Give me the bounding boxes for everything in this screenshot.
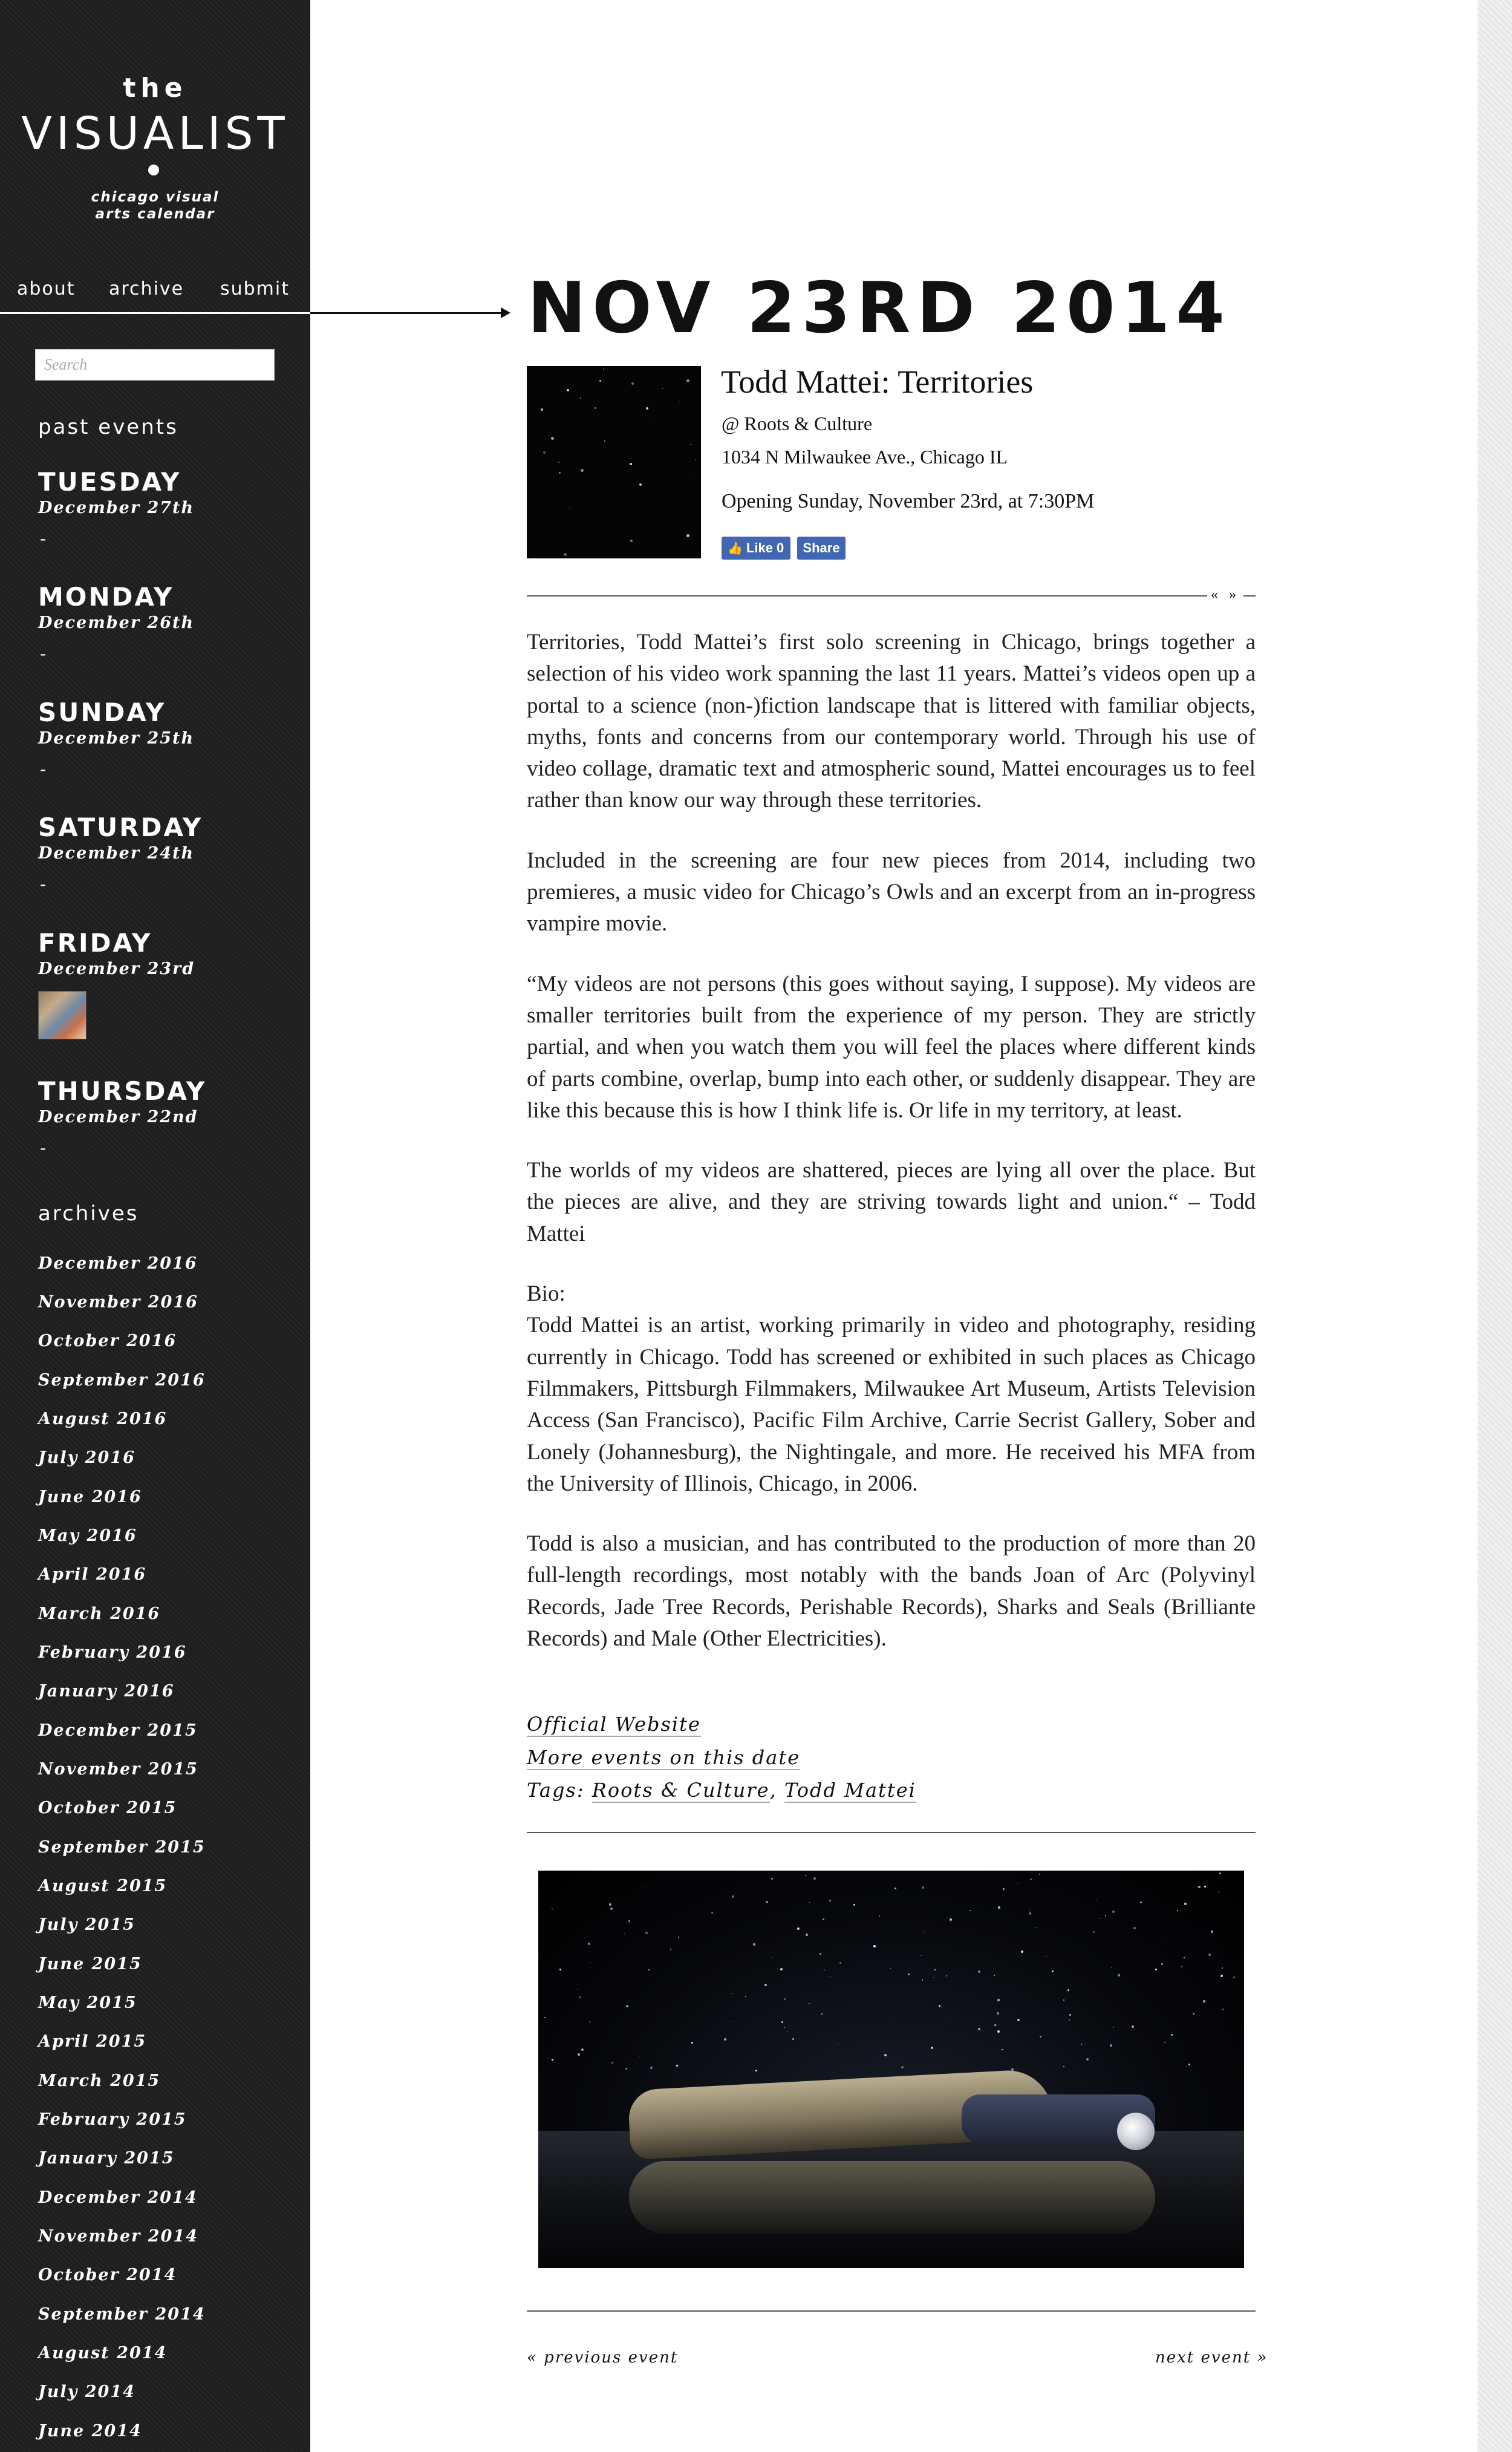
star — [670, 1949, 671, 1950]
star — [581, 469, 584, 472]
archive-link[interactable]: March 2015 — [38, 2071, 161, 2090]
archive-link[interactable]: December 2014 — [38, 2188, 198, 2207]
star — [711, 1912, 713, 1914]
archive-link[interactable]: November 2014 — [38, 2227, 198, 2246]
previous-event-link[interactable]: « previous event — [527, 2349, 679, 2367]
logo-dot — [148, 165, 159, 175]
star — [1021, 1950, 1023, 1953]
star — [829, 1900, 831, 1901]
star — [678, 1937, 679, 1938]
star — [821, 2013, 823, 2015]
star — [609, 1903, 611, 1906]
star — [648, 1969, 650, 1970]
star — [994, 2024, 996, 2026]
bio-paragraph: Todd Mattei is an artist, working primarily in video and photography, residing currently in Chicago. Todd has screened or exhibited in such places as Chicago Filmmakers, Pittsburgh Filmmakers, Milwaukee Art Museum, Artists Television Access (San Francisco), Pacific Film Archive, Carrie Secrist Gallery, Sober and Lonely (Johannesburg), the Nightingale, and more. He received his MFA from the University of Illinois, Chicago, in 2006. — [527, 1313, 1256, 1496]
star — [686, 534, 689, 537]
official-website-row — [527, 1713, 701, 1736]
past-event-date[interactable]: December 22nd — [38, 1108, 198, 1126]
past-event-date[interactable]: December 23rd — [38, 960, 195, 978]
star — [559, 472, 561, 474]
star — [541, 408, 543, 411]
star — [1029, 1912, 1031, 1915]
past-event-marker: - — [40, 874, 47, 894]
archive-link[interactable]: April 2015 — [38, 2032, 147, 2051]
star — [745, 1996, 746, 1997]
star — [567, 389, 569, 391]
star — [604, 440, 605, 442]
archive-link[interactable]: August 2014 — [38, 2344, 168, 2362]
star — [978, 2028, 980, 2030]
star — [1218, 1891, 1219, 1892]
star — [1177, 1910, 1178, 1911]
star — [1113, 2027, 1114, 2028]
archive-link[interactable]: September 2014 — [38, 2305, 206, 2324]
star — [599, 380, 601, 382]
past-event-marker: - — [40, 759, 47, 779]
star — [1111, 1967, 1112, 1968]
star — [978, 1970, 980, 1973]
star — [1184, 1903, 1187, 1905]
archive-link[interactable]: March 2016 — [38, 1604, 161, 1623]
past-event-date[interactable]: December 25th — [38, 729, 195, 748]
event-thumbnail[interactable] — [527, 366, 701, 558]
star — [781, 2021, 783, 2023]
star — [581, 2048, 584, 2051]
star — [552, 1908, 553, 1909]
star — [544, 2017, 546, 2018]
star — [1203, 2000, 1205, 2002]
star — [792, 2038, 794, 2040]
star — [1198, 1886, 1201, 1888]
star — [1161, 1963, 1163, 1965]
star — [564, 553, 567, 556]
star — [823, 1918, 824, 1920]
star — [1204, 1886, 1206, 1888]
music-paragraph: Todd is also a musician, and has contributed to the production of more than 20 full-length recordings, most notably with the bands Joan of Arc (Polyvinyl Records, Jade Tree Records, Perishable Records), Sharks and Seals (Brilliante Records) and Male (Other Electricities). — [527, 1531, 1256, 1652]
past-event-marker: - — [40, 644, 47, 664]
star — [1030, 1878, 1032, 1880]
past-event-day[interactable]: MONDAY — [38, 582, 174, 612]
star — [548, 2058, 549, 2059]
star — [1118, 1974, 1120, 1976]
star — [1029, 1910, 1030, 1911]
past-event-marker: - — [40, 529, 47, 549]
star — [1184, 1957, 1185, 1958]
past-event-day[interactable]: FRIDAY — [38, 928, 152, 958]
main-nav — [0, 278, 310, 302]
archive-link[interactable]: December 2016 — [38, 1254, 198, 1273]
star — [646, 407, 648, 410]
archive-link[interactable]: May 2015 — [38, 1993, 137, 2012]
star — [1132, 2025, 1134, 2028]
star — [1193, 2013, 1194, 2015]
star — [538, 1956, 539, 1957]
archive-link[interactable]: April 2016 — [38, 1565, 147, 1584]
official-website-link[interactable]: Official Website — [527, 1713, 701, 1736]
logo-tagline-line2: arts calendar — [95, 206, 215, 222]
event-venue[interactable]: @ Roots & Culture — [722, 413, 873, 434]
star — [1093, 1931, 1095, 1933]
star — [784, 1998, 786, 2000]
archive-link[interactable]: January 2015 — [38, 2149, 175, 2168]
archive-link[interactable]: February 2016 — [38, 1643, 187, 1662]
star — [1181, 1966, 1182, 1967]
star — [809, 1902, 810, 1903]
star — [579, 1996, 581, 1998]
star — [764, 1984, 767, 1986]
divider — [527, 595, 1256, 597]
description-paragraph: Included in the screening are four new pieces from 2014, including two premieres, a music video for Chicago’s Owls and an excerpt from an in-progress vampire movie. — [527, 848, 1256, 937]
star — [894, 1888, 896, 1889]
star — [1164, 2042, 1165, 2043]
past-event-day[interactable]: SATURDAY — [38, 812, 203, 842]
archive-link[interactable]: May 2016 — [38, 1526, 137, 1545]
image-reflection — [629, 2161, 1155, 2234]
star — [1086, 2058, 1089, 2061]
more-events-row — [527, 1746, 800, 1769]
more-events-link[interactable]: More events on this date — [527, 1746, 801, 1769]
star — [1112, 1911, 1115, 1913]
star — [690, 444, 691, 445]
star — [853, 1904, 855, 1906]
archive-link[interactable]: August 2016 — [38, 1410, 168, 1428]
star — [922, 1886, 924, 1889]
star — [589, 2021, 590, 2022]
star — [1155, 1969, 1157, 1970]
past-events-heading: past events — [38, 415, 178, 439]
star — [998, 1906, 1000, 1909]
star — [777, 1968, 778, 1969]
star — [732, 1895, 734, 1898]
star — [824, 1969, 825, 1970]
arrow-right-icon — [501, 307, 510, 318]
star — [1110, 2044, 1112, 2047]
past-event-day[interactable]: TUESDAY — [38, 467, 181, 497]
description-paragraph: The worlds of my videos are shattered, pieces are lying all over the place. But the pieces are alive, and they are striving towards light and union.“ – Todd Mattei — [527, 1158, 1256, 1246]
star — [1069, 2019, 1070, 2021]
star — [630, 540, 633, 542]
star — [569, 508, 570, 509]
star — [559, 1969, 561, 1970]
past-event-date[interactable]: December 26th — [38, 613, 195, 632]
past-event-date[interactable]: December 24th — [38, 844, 195, 863]
star — [784, 2027, 785, 2028]
event-description — [527, 627, 1256, 1683]
nav-about-link[interactable]: about — [17, 278, 76, 299]
star — [1046, 1956, 1047, 1957]
star — [1233, 1976, 1235, 1978]
star — [766, 1901, 768, 1903]
archive-link[interactable]: July 2014 — [38, 2382, 135, 2401]
star — [946, 1975, 947, 1976]
facebook-like-button[interactable] — [722, 537, 790, 560]
facebook-like-label: Like 0 — [746, 540, 784, 555]
past-event-day[interactable]: THURSDAY — [38, 1076, 207, 1106]
star — [787, 2031, 788, 2032]
star — [1211, 1931, 1213, 1933]
divider — [527, 1832, 1256, 1833]
star — [934, 1969, 936, 1970]
tag-link[interactable]: Todd Mattei — [784, 1779, 916, 1802]
star — [1067, 1989, 1069, 1991]
star — [724, 2038, 726, 2041]
star — [1039, 1874, 1040, 1875]
archive-link[interactable]: September 2015 — [38, 1838, 206, 1857]
star — [686, 379, 689, 382]
star — [901, 2066, 904, 2068]
star — [639, 483, 642, 486]
next-event-link[interactable]: next event » — [1155, 2349, 1268, 2367]
star — [1002, 2049, 1003, 2050]
star — [805, 1875, 806, 1876]
description-paragraph: Territories, Todd Mattei’s first solo screening in Chicago, brings together a selection of his video work spanning the last 11 years. Mattei’s videos open up a portal to a science (non-)fiction landscape that is littered with familiar objects, myths, fonts and concerns from our contemporary world. Through his use of video collage, dramatic text and atmospheric sound, Mattei encourages us to feel rather than know our way through these territories. — [527, 630, 1256, 813]
bio-label: Bio: — [527, 1281, 565, 1307]
archive-link[interactable]: July 2015 — [38, 1915, 135, 1934]
archive-link[interactable]: October 2015 — [38, 1799, 177, 1817]
star — [970, 1910, 971, 1911]
archive-link[interactable]: June 2016 — [38, 1488, 142, 1506]
nav-divider — [0, 312, 310, 314]
star — [879, 1915, 880, 1917]
star — [1222, 2009, 1224, 2010]
star — [577, 1989, 578, 1990]
star — [806, 1934, 808, 1936]
star — [1105, 1915, 1106, 1916]
event-title[interactable]: Todd Mattei: Territories — [721, 364, 1034, 400]
logo-the: the — [123, 73, 187, 103]
star — [610, 1908, 613, 1910]
star — [730, 2021, 731, 2022]
star — [809, 2003, 810, 2004]
nav-archive-link[interactable]: archive — [109, 278, 184, 299]
event-opening: Opening Sunday, November 23rd, at 7:30PM — [722, 490, 1095, 512]
star — [1035, 1927, 1036, 1928]
star — [922, 1980, 923, 1981]
star — [753, 1943, 755, 1946]
star — [771, 1878, 773, 1880]
scrollbar[interactable] — [1478, 0, 1512, 2452]
thumbs-up-icon: 👍 — [728, 542, 743, 555]
star — [939, 2005, 940, 2007]
star — [890, 1968, 891, 1969]
star — [921, 1955, 922, 1956]
description-paragraph: “My videos are not persons (this goes without saying, I suppose). My videos are smaller territories built from the experience of my person. They are strictly partial, and when you watch them you will feel the places where different kinds of parts combine, overlap, bump into each other, or suddenly disappear. They are like this because this is how I think life is. Or life in my territory, at least. — [527, 971, 1256, 1123]
page-date-title: NOV 23RD 2014 — [527, 267, 1231, 349]
star — [1188, 2064, 1190, 2065]
tag-link[interactable]: Roots & Culture — [591, 1779, 770, 1802]
star — [772, 1957, 773, 1958]
facebook-share-button[interactable]: Share — [797, 537, 846, 560]
event-image[interactable] — [538, 1871, 1244, 2268]
star — [676, 2065, 678, 2067]
star — [997, 2012, 999, 2015]
star — [908, 1973, 910, 1975]
star — [933, 1977, 934, 1978]
star — [873, 1945, 876, 1947]
search-input[interactable]: Search — [35, 349, 275, 381]
star — [630, 463, 632, 465]
archive-link[interactable]: July 2016 — [38, 1448, 135, 1467]
star — [590, 1962, 591, 1963]
star — [645, 1932, 648, 1934]
mini-pager[interactable]: « » — [1207, 587, 1243, 603]
past-event-date[interactable]: December 27th — [38, 499, 195, 517]
star — [1208, 1953, 1211, 1956]
star — [588, 1943, 590, 1945]
star — [578, 2053, 580, 2056]
star — [950, 1918, 952, 1921]
sidebar — [0, 0, 310, 2452]
archives-heading: archives — [38, 1201, 139, 1226]
star — [1171, 2034, 1173, 2036]
star — [994, 1975, 995, 1976]
star — [552, 2059, 553, 2061]
star — [839, 1962, 841, 1964]
archive-link[interactable]: December 2015 — [38, 1721, 198, 1740]
tag-separator: , — [769, 1779, 777, 1802]
star — [543, 451, 546, 454]
star — [626, 2005, 628, 2007]
star — [1219, 1872, 1221, 1874]
star — [755, 2070, 757, 2071]
star — [1040, 2036, 1041, 2038]
star — [997, 1999, 1000, 2001]
star — [1063, 1999, 1064, 2001]
star — [1100, 1918, 1101, 1919]
archive-link[interactable]: June 2015 — [38, 1955, 142, 1973]
star — [650, 2067, 653, 2069]
star — [558, 462, 559, 463]
image-orb — [1117, 2113, 1155, 2150]
past-event-day[interactable]: SUNDAY — [38, 698, 166, 727]
star — [691, 2042, 693, 2044]
logo-tagline — [0, 189, 310, 223]
logo-tagline-line1: chicago visual — [91, 189, 220, 205]
star — [662, 388, 663, 389]
star — [595, 407, 596, 409]
archive-link[interactable]: January 2016 — [38, 1682, 175, 1701]
past-event-marker: - — [40, 1138, 47, 1158]
star — [551, 437, 554, 440]
star — [625, 2068, 627, 2070]
nav-submit-link[interactable]: submit — [220, 278, 290, 299]
star — [797, 1927, 800, 1930]
archive-link[interactable]: June 2014 — [38, 2422, 142, 2441]
past-event-thumbnail[interactable] — [38, 991, 86, 1039]
archive-link[interactable]: February 2015 — [38, 2110, 187, 2129]
star — [731, 1993, 732, 1994]
divider — [527, 2310, 1256, 2312]
star — [1052, 1970, 1054, 1972]
star — [1063, 2066, 1064, 2067]
archive-link[interactable]: October 2014 — [38, 2266, 177, 2284]
star — [1069, 2014, 1071, 2016]
tags-label: Tags: — [527, 1779, 585, 1802]
archive-link[interactable]: August 2015 — [38, 1877, 168, 1895]
star — [1081, 2044, 1082, 2045]
star — [780, 1968, 783, 1970]
star — [1222, 1967, 1223, 1969]
logo-name: VISUALIST — [21, 108, 289, 160]
star — [813, 1877, 816, 1880]
star — [1017, 2019, 1020, 2021]
archive-link[interactable]: November 2016 — [38, 1293, 198, 1312]
star — [611, 2062, 613, 2064]
archive-link[interactable]: October 2016 — [38, 1332, 177, 1350]
star — [997, 2030, 1000, 2033]
star — [628, 1920, 630, 1922]
archive-link[interactable]: November 2015 — [38, 1760, 198, 1779]
archive-link[interactable]: September 2016 — [38, 1371, 206, 1390]
star — [1133, 1927, 1136, 1929]
star — [1003, 1888, 1005, 1890]
star — [931, 2047, 933, 2049]
star — [580, 397, 581, 399]
star — [603, 368, 604, 370]
star — [1220, 1975, 1223, 1977]
star — [884, 2054, 887, 2056]
star — [820, 1953, 821, 1955]
star — [1017, 1883, 1018, 1884]
star — [1140, 1901, 1142, 1903]
star — [631, 382, 634, 385]
event-address: 1034 N Milwaukee Ave., Chicago IL — [722, 446, 1008, 468]
tags-row — [527, 1779, 916, 1802]
